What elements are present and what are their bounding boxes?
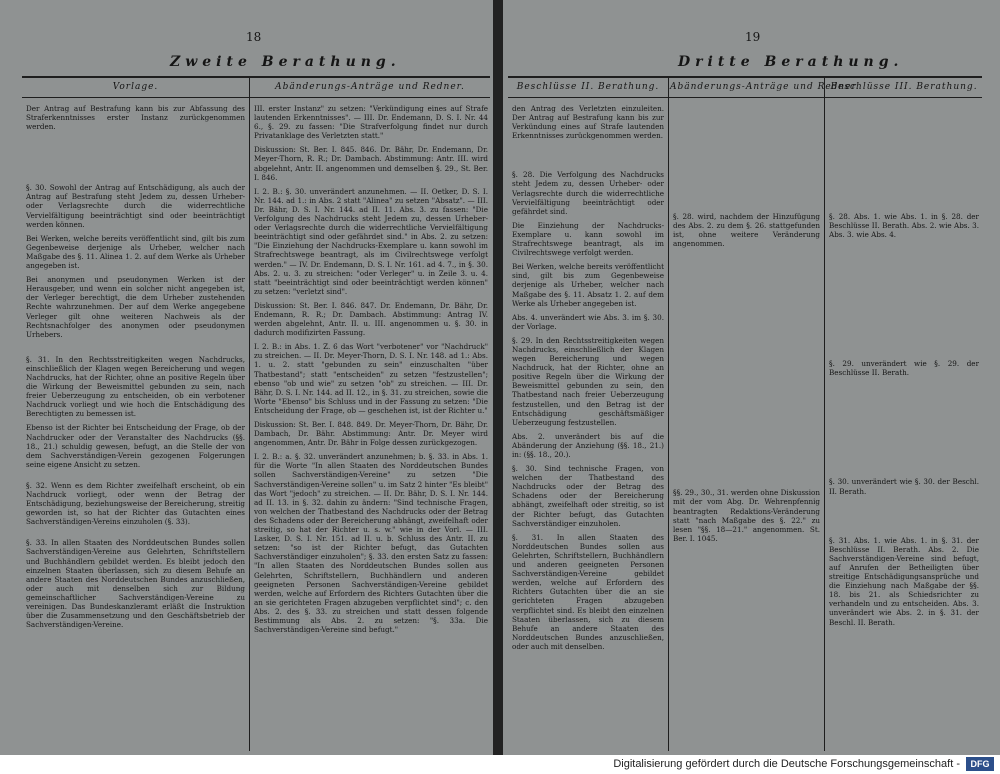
right-antraege-column <box>673 104 820 749</box>
dfg-logo[interactable]: DFG <box>966 757 994 771</box>
right-column-divider-2 <box>824 76 825 751</box>
right-rule-top <box>508 76 982 78</box>
left-col-header-vorlage: Vorlage. <box>112 82 159 92</box>
antrag-paragraph: §. 28. wird, nachdem der Hinzufügung des Abs. 2. zu dem §. 26. stattgefunden ist, ohne weitere Veränderung angenommen. <box>673 212 820 249</box>
vorlage-paragraph: §. 32. Wenn es dem Richter zweifelhaft erscheint, ob ein Nachdruck vorliegt, oder wenn der Betrag der Entschädigung, beziehungsweise der Bereicherung, streitig geworden ist, so hat der Richter das Gutachten eines Sachverständigen-Vereins einzuholen (§. 33). <box>26 480 245 527</box>
vorlage-paragraph: Bei anonymen und pseudonymen Werken ist der Herausgeber, und wenn ein solcher nicht angegeben ist, der Verleger berechtigt, die dem Urheber zustehenden Rechte wahrzunehmen. Der auf dem Werke angegebene Verleger gilt ohne weiteren Nachweis als der Rechtsnachfolger des anonymen oder pseudonymen Urhebers. <box>26 275 245 339</box>
vorlage-paragraph: §. 31. In den Rechtsstreitigkeiten wegen Nachdrucks, einschließlich der Klagen wegen Bereicherung und wegen Nachdrucks, hat der Richter, ohne an positive Regeln über die Wirkung der Beweismittel gebunden zu sein, nach freier Ueberzeugung zu entscheiden, ob ein verbotener Nachdruck vorliegt und wie hoch die Entschädigung des Berechtigten zu bemessen ist. <box>26 354 245 419</box>
footer-credit: Digitalisierung gefördert durch die Deutsche Forschungsgemeinschaft - <box>613 758 960 770</box>
beschluss-iii-paragraph: §. 29. unverändert wie §. 29. der Beschlüsse II. Berath. <box>829 359 979 378</box>
antrag-paragraph: Diskussion: St. Ber. I. 845. 846. Dr. Bähr, Dr. Endemann, Dr. Meyer-Thorn, R. R.; Dr. Dambach. Abstimmung: Antr. III. wird abgelehnt, Antr. II. angenommen und demselben §. 29., St. Ber. I. 846. <box>254 145 488 182</box>
antrag-paragraph: Diskussion: St. Ber. I. 848. 849. Dr. Meyer-Thorn, Dr. Bähr, Dr. Dambach, Dr. Bähr. Abstimmung: Antr. Dr. Meyer wird angenommen, Antr. Dr. Bähr in Folge dessen zurückgezogen. <box>254 420 488 448</box>
left-vorlage-column <box>26 104 245 749</box>
vorlage-paragraph: Der Antrag auf Bestrafung kann bis zur Abfassung des Straferkenntnisses erster Instanz zurückgenommen werden. <box>26 104 245 132</box>
right-beschluesse-ii-column <box>512 104 664 749</box>
right-col-header-beschluesse-ii: Beschlüsse II. Berathung. <box>516 82 660 92</box>
left-rule-top <box>22 76 490 78</box>
right-running-head: Dritte Berathung. <box>678 54 904 70</box>
right-page-number: 19 <box>745 30 761 44</box>
left-running-head: Zweite Berathung. <box>170 54 401 70</box>
left-col-header-antraege: Abänderungs-Anträge und Redner. <box>275 82 465 92</box>
beschluss-paragraph: Die Einziehung der Nachdrucks-Exemplare u. kann sowohl im Strafrechtswege beantragt, als im Civilrechtswege verfolgt werden. <box>512 220 664 258</box>
book-gutter <box>493 0 503 755</box>
beschluss-iii-paragraph: §. 28. Abs. 1. wie Abs. 1. in §. 28. der Beschlüsse II. Berath. Abs. 2. wie Abs. 3. Abs. 3. wie Abs. 4. <box>829 212 979 240</box>
beschluss-iii-paragraph: §. 30. unverändert wie §. 30. der Beschl. II. Berath. <box>829 477 979 496</box>
beschluss-paragraph: Bei Werken, welche bereits veröffentlicht sind, gilt bis zum Gegenbeweise derjenige als Urheber, welcher nach Maßgabe des §. 11. Absatz 1. 2. auf dem Werke als Urheber angegeben ist. <box>512 262 664 308</box>
antrag-paragraph: Diskussion: St. Ber. I. 846. 847. Dr. Endemann, Dr. Bähr, Dr. Endemann, R. R.; Dr. Dambach. Abstimmung: Antrag IV. werden abgelehnt, Antr. II. u. III. angenommen u. §. 30. in dadurch modifizirten Fassung. <box>254 300 488 338</box>
right-column-divider-1 <box>668 76 669 751</box>
vorlage-paragraph: Ebenso ist der Richter bei Entscheidung der Frage, ob der Nachdrucker oder der Veranstalter des Nachdrucks (§§. 18., 21.) schuldig gewesen, befugt, an die Stelle der von dem Sachverständigen-Verein gezogenen Folgerungen seine eigene Ansicht zu setzen. <box>26 423 245 469</box>
beschluss-paragraph: §. 30. Sind technische Fragen, von welchen der Thatbestand des Nachdrucks oder der Betrag des Schadens oder der Bereicherung abhängt, zweifelhaft oder streitig, so ist der Richter befugt, das Gutachten Sachverständiger einzuholen. <box>512 464 664 528</box>
vorlage-paragraph: §. 30. Sowohl der Antrag auf Entschädigung, als auch der Antrag auf Bestrafung steht Jedem zu, dessen Urheber- oder Verlagsrechte durch die widerrechtliche Vervielfältigung beeinträchtigt sind oder beeinträchtigt werden können. <box>26 183 245 229</box>
antrag-paragraph: I. 2. B.: a. §. 32. unverändert anzunehmen; b. §. 33. in Abs. 1. für die Worte "In allen Staaten des Norddeutschen Bundes sollen Sachverständigen-Vereine" zu setzen "Die Sachverständigen-Vereine sollen" u. im Satz 2 hinter "Es bleibt" das Wort "jedoch" zu streichen. — II. Dr. Bähr, D. S. I. Nr. 144. ad II. 13. in §. 32. dahin zu ändern: "Sind technische Fragen, von welchen der Thatbestand des Nachdrucks oder der Betrag des Schadens oder der Bereicherung abhängt, zweifelhaft oder streitig, so hat der Richter u. s. w." wie in der Vorl. — III. Lasker, D. S. I. Nr. 151. ad II. u. b. Schluss des Antr. II. zu setzen: "so ist der Richter befugt, das Gutachten Sachverständiger einzuholen"; §. 33. den ersten Satz zu fassen: "In allen Staaten des Norddeutschen Bundes sollen aus Gelehrten, Schriftstellern, Buchhändlern und anderen geeigneten Personen Sachverständigen-Vereine gebildet werden, welche auf Erfordern des Richters Gutachten über die an sie gerichteten Fragen abzugeben verpflichtet sind"; c. den Abs. 2. des §. 33. zu streichen und statt dessen folgende Bestimmung als Abs. 2. zu setzen: "§. 33a. Die Sachverständigen-Vereine sind befugt." <box>254 452 488 635</box>
beschluss-paragraph: §. 28. Die Verfolgung des Nachdrucks steht Jedem zu, dessen Urheber- oder Verlagsrechte durch die widerrechtliche Vervielfältigung beeinträchtigt oder gefährdet sind. <box>512 170 664 216</box>
vorlage-paragraph: §. 33. In allen Staaten des Norddeutschen Bundes sollen Sachverständigen-Vereine aus Gelehrten, Schriftstellern und Buchhändlern gebildet werden. Es bleibt jedoch den einzelnen Staaten überlassen, sich zu diesem Behufe an andere Staaten des Norddeutschen Bundes anzuschließen, oder auch mit denselben sich zur Bildung gemeinschaftlicher Sachverständigen-Vereine zu vereinigen. Das Bundeskanzleramt erläßt die Instruktion über die Zusammensetzung und den Geschäftsbetrieb der Sachverständigen-Vereine. <box>26 538 245 630</box>
right-col-header-beschluesse-iii: Beschlüsse III. Berathung. <box>830 82 978 92</box>
beschluss-iii-paragraph: §. 31. Abs. 1. wie Abs. 1. in §. 31. der Beschlüsse II. Berath. Abs. 2. Die Sachverständigen-Vereine sind befugt, auf Anrufen der Betheiligten über streitige Entschädigungsansprüche und die Einziehung nach Maßgabe der §§. 18. bis 21. als Schiedsrichter zu verhandeln und zu entscheiden. Abs. 3. unverändert wie Abs. 2. in §. 31. der Beschl. II. Berath. <box>829 535 979 627</box>
beschluss-paragraph: §. 29. In den Rechtsstreitigkeiten wegen Nachdrucks, einschließlich der Klagen wegen Bereicherung und wegen Nachdruck, hat der Richter, ohne an positive Regeln über die Wirkung der Beweismittel gebunden zu sein, den Thatbestand nach freier Ueberzeugung festzustellen, und den Betrag ist der Entschädigung geschäftsmäßiger Ueberzeugung festzustellen. <box>512 335 664 427</box>
antrag-paragraph: I. 2. B.: §. 30. unverändert anzunehmen. — II. Oetker, D. S. I. Nr. 144. ad 1.: in Abs. 2 statt "Alinea" zu setzen "Absatz". — III. Dr. Bähr, D. S. I. Nr. 144. ad II. 11. Abs. 3. zu fassen: "Die Verfolgung des Nachdrucks steht Jedem zu, dessen Urheber- oder Verlagsrechte durch die widerrechtliche Vervielfältigung beeinträchtigt sind oder gefährdet sind." in Abs. 2. zu setzen: "Die Einziehung der Nachdrucks-Exemplare u. kann sowohl im Strafrechtswege beantragt, als im Civilrechtswege verfolgt werden." — IV. Dr. Endemann, D. S. I. Nr. 161. ad 4. 7., in §. 30. Abs. 2. u. 3. zu streichen: "oder Verleger" u. in Zeile 3. u. 4. statt "beeinträchtigt sind oder beeinträchtigt werden können" zu setzen: "verletzt sind". <box>254 186 488 296</box>
left-antraege-column <box>254 104 488 749</box>
left-page-number: 18 <box>246 30 262 44</box>
right-rule-header <box>508 97 982 98</box>
vorlage-paragraph: Bei Werken, welche bereits veröffentlicht sind, gilt bis zum Gegenbeweise derjenige als Urheber, welcher nach Maßgabe des §. 11. Alinea 1. 2. auf dem Werke als Urheber angegeben ist. <box>26 233 245 271</box>
antrag-paragraph: I. 2. B.: in Abs. 1. Z. 6 das Wort "verbotener" vor "Nachdruck" zu streichen. — II. Dr. Meyer-Thorn, D. S. I. Nr. 148. ad 1.: Abs. 1. u. 2. statt "gebunden zu sein" einzuschalten "über Thatbestand"; statt "entscheiden" zu setzen "festzustellen"; ebenso "ob und wie" zu setzen "ob" zu streichen. — III. Dr. Bähr, D. S. I. Nr. 144. ad II. 12., in §. 31. zu streichen, sowie die Worte "Ebenso" bis Schluss und in der Fassung zu setzen: "Die Entscheidung der Frage, ob — geschehen ist, ist der Richter u." <box>254 342 488 415</box>
antrag-paragraph: III. erster Instanz" zu setzen: "Verkündigung eines auf Strafe lautenden Erkenntnisses". — III. Dr. Endemann, D. S. I. Nr. 44 6., §. 29. zu fassen: "Die Strafverfolgung findet nur durch Privatanklage des Verletzten statt." <box>254 104 488 141</box>
footer-bar <box>0 755 1000 774</box>
left-rule-header <box>22 97 490 98</box>
left-column-divider <box>249 76 250 751</box>
beschluss-paragraph: §. 31. In allen Staaten des Norddeutschen Bundes sollen aus Gelehrten, Schriftstellern, Buchhändlern und anderen geeigneten Personen Sachverständigen-Vereine gebildet werden, welche auf Erfordern des Richters Gutachten über die an sie gerichteten Fragen abzugeben verpflichtet sind. Es bleibt den einzelnen Staaten überlassen, sich zu diesem Behufe an andere Staaten des Norddeutschen Bundes anzuschließen, oder auch mit denselben. <box>512 532 664 651</box>
antrag-paragraph: §§. 29., 30., 31. werden ohne Diskussion mit der vom Abg. Dr. Wehrenpfennig beantragten Redaktions-Veränderung statt "nach Maßgabe des §. 22." zu lesen "§§. 18—21." angenommen. St. Ber. I. 1045. <box>673 488 820 543</box>
right-col-header-antraege: Abänderungs-Anträge und Redner. <box>670 82 860 92</box>
beschluss-paragraph: den Antrag des Verletzten einzuleiten. Der Antrag auf Bestrafung kann bis zur Verkündung eines auf Strafe lautenden Erkenntnisses zurückgenommen werden. <box>512 104 664 141</box>
beschluss-paragraph: Abs. 2. unverändert bis auf die Abänderung der Anziehung (§§. 18., 21.) in: (§§. 18., 20.). <box>512 431 664 459</box>
right-beschluesse-iii-column <box>829 104 979 749</box>
beschluss-paragraph: Abs. 4. unverändert wie Abs. 3. im §. 30. der Vorlage. <box>512 312 664 331</box>
